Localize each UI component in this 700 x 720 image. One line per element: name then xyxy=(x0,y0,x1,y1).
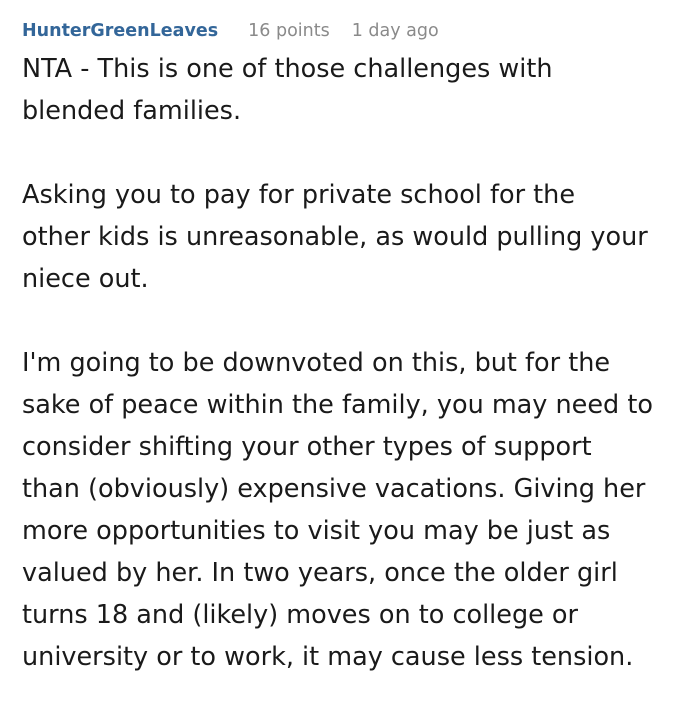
author-link[interactable]: HunterGreenLeaves xyxy=(22,21,219,41)
comment-line: Asking you to pay for private school for the xyxy=(22,180,576,210)
timestamp: 1 day ago xyxy=(351,21,439,41)
comment-body xyxy=(22,48,694,720)
comment-line: more opportunities to visit you may be just as xyxy=(22,516,611,546)
comment-line: sake of peace within the family, you may need to xyxy=(22,390,653,420)
comment-line: blended families. xyxy=(22,96,242,126)
comment-line: other kids is unreasonable, as would pulling your xyxy=(22,222,648,252)
comment-meta xyxy=(22,18,439,44)
comment-line: turns 18 and (likely) moves on to college or xyxy=(22,600,579,630)
comment-line: university or to work, it may cause less tension. xyxy=(22,642,634,672)
comment-line: niece out. xyxy=(22,264,149,294)
comment-line: I'm going to be downvoted on this, but for the xyxy=(22,348,611,378)
comment-line: than (obviously) expensive vacations. Giving her xyxy=(22,474,646,504)
comment-line: NTA - This is one of those challenges with xyxy=(22,54,553,84)
comment-line: valued by her. In two years, once the older girl xyxy=(22,558,618,588)
comment-paragraph xyxy=(22,48,694,132)
comment-line: consider shifting your other types of support xyxy=(22,432,592,462)
comment-paragraph xyxy=(22,342,694,678)
points-count: 16 points xyxy=(248,21,330,41)
comment-paragraph xyxy=(22,174,694,300)
